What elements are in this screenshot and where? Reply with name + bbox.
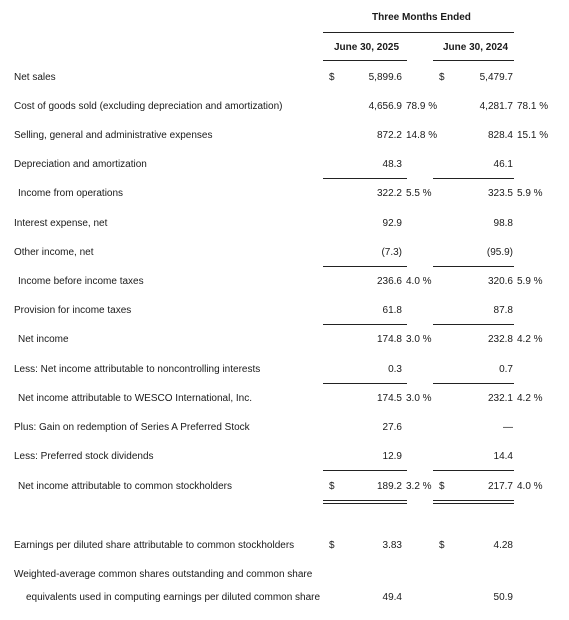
double-rule-top-2024 (433, 500, 514, 501)
value-2024: 46.1 (493, 159, 513, 170)
percent-2025: 5.5 % (406, 188, 432, 199)
percent-2025: 3.2 % (406, 481, 432, 492)
double-rule-bottom-2024 (433, 503, 514, 504)
value-2024: 4,281.7 (479, 101, 513, 112)
value-2025: 174.8 (376, 334, 402, 345)
header-underline-2025 (323, 60, 407, 61)
value-2024: 87.8 (493, 305, 513, 316)
percent-2025: 3.0 % (406, 393, 432, 404)
period-group-header: Three Months Ended (372, 12, 471, 23)
value-2025: 4,656.9 (368, 101, 402, 112)
value-2025: 189.2 (376, 481, 402, 492)
currency-2024: $ (439, 481, 445, 492)
value-2024: 5,479.7 (479, 72, 513, 83)
currency-2025: $ (329, 481, 335, 492)
subtotal-rule-2024 (433, 470, 514, 471)
value-2025: 27.6 (382, 422, 402, 433)
value-2024: 50.9 (493, 592, 513, 603)
percent-2024: 78.1 % (517, 101, 549, 112)
double-rule-top-2025 (323, 500, 407, 501)
percent-2025: 3.0 % (406, 334, 432, 345)
row-label: Interest expense, net (14, 218, 108, 229)
row-label: Net sales (14, 72, 56, 83)
row-label: Other income, net (14, 247, 94, 258)
percent-2024: 5.9 % (517, 276, 543, 287)
value-2024: 14.4 (493, 451, 513, 462)
subtotal-rule-2025 (323, 383, 407, 384)
subtotal-rule-2024 (433, 266, 514, 267)
value-2025: (7.3) (381, 247, 402, 258)
row-label: Less: Preferred stock dividends (14, 451, 154, 462)
value-2025: 92.9 (382, 218, 402, 229)
percent-2024: 15.1 % (517, 130, 549, 141)
currency-2024: $ (439, 72, 445, 83)
subtotal-rule-2025 (323, 266, 407, 267)
row-label: Weighted-average common shares outstanding and common share (14, 569, 313, 580)
subtotal-rule-2025 (323, 178, 407, 179)
percent-2024: 4.0 % (517, 481, 543, 492)
column-header-2025: June 30, 2025 (334, 42, 400, 53)
value-2024: 217.7 (487, 481, 513, 492)
value-2025: 0.3 (388, 364, 402, 375)
row-label: Depreciation and amortization (14, 159, 147, 170)
row-label: Net income attributable to WESCO International, Inc. (18, 393, 252, 404)
value-2024: 0.7 (499, 364, 513, 375)
percent-2025: 4.0 % (406, 276, 432, 287)
value-2024: 323.5 (487, 188, 513, 199)
subtotal-rule-2024 (433, 178, 514, 179)
row-label: Earnings per diluted share attributable to common stockholders (14, 540, 295, 551)
row-label: Income from operations (18, 188, 124, 199)
subtotal-rule-2024 (433, 324, 514, 325)
header-underline-2024 (433, 60, 514, 61)
value-2024: 4.28 (493, 540, 513, 551)
row-label: Net income attributable to common stockholders (18, 481, 232, 492)
currency-2024: $ (439, 540, 445, 551)
percent-2024: 4.2 % (517, 393, 543, 404)
double-rule-bottom-2025 (323, 503, 407, 504)
value-2024: 98.8 (493, 218, 513, 229)
row-label: Cost of goods sold (excluding depreciation and amortization) (14, 101, 283, 112)
value-2024: 232.1 (487, 393, 513, 404)
currency-2025: $ (329, 72, 335, 83)
percent-2024: 4.2 % (517, 334, 543, 345)
value-2025: 49.4 (382, 592, 402, 603)
row-label: equivalents used in computing earnings per diluted common share (26, 592, 321, 603)
currency-2025: $ (329, 540, 335, 551)
value-2024: (95.9) (486, 247, 513, 258)
row-label: Less: Net income attributable to noncontrolling interests (14, 364, 261, 375)
row-label: Plus: Gain on redemption of Series A Preferred Stock (14, 422, 250, 433)
column-header-2024: June 30, 2024 (443, 42, 509, 53)
value-2025: 3.83 (382, 540, 402, 551)
header-rule (323, 32, 514, 33)
value-2025: 236.6 (376, 276, 402, 287)
value-2025: 872.2 (376, 130, 402, 141)
subtotal-rule-2025 (323, 470, 407, 471)
value-2025: 322.2 (376, 188, 402, 199)
value-2025: 12.9 (382, 451, 402, 462)
percent-2024: 5.9 % (517, 188, 543, 199)
subtotal-rule-2024 (433, 383, 514, 384)
percent-2025: 78.9 % (406, 101, 438, 112)
percent-2025: 14.8 % (406, 130, 438, 141)
value-2025: 61.8 (382, 305, 402, 316)
value-2025: 174.5 (376, 393, 402, 404)
row-label: Provision for income taxes (14, 305, 132, 316)
value-2025: 48.3 (382, 159, 402, 170)
subtotal-rule-2025 (323, 324, 407, 325)
value-2025: 5,899.6 (368, 72, 402, 83)
value-2024: 320.6 (487, 276, 513, 287)
value-2024: 232.8 (487, 334, 513, 345)
row-label: Net income (18, 334, 69, 345)
value-2024: — (503, 422, 513, 433)
row-label: Income before income taxes (18, 276, 144, 287)
value-2024: 828.4 (487, 130, 513, 141)
row-label: Selling, general and administrative expenses (14, 130, 213, 141)
